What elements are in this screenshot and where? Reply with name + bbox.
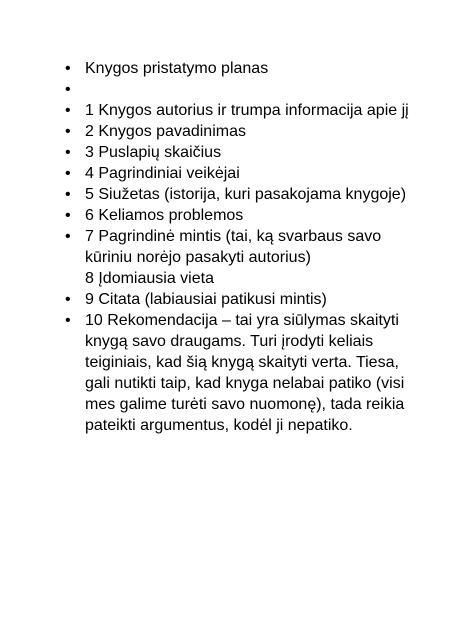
list-item-text: 4 Pagrindiniai veikėjai	[85, 165, 240, 182]
list-item-characters	[63, 163, 425, 184]
presentation-plan-list	[63, 58, 425, 436]
list-item-empty	[63, 79, 425, 100]
list-item-text: 3 Puslapių skaičius	[85, 144, 222, 161]
list-item-text: Knygos pristatymo planas	[85, 60, 269, 77]
list-item-text: 1 Knygos autorius ir trumpa informacija apie jį	[85, 102, 409, 119]
list-item-text: 2 Knygos pavadinimas	[85, 123, 246, 140]
bullet-icon: •	[65, 228, 71, 245]
list-item-text: 5 Siužetas (istorija, kuri pasakojama knygoje)	[85, 186, 407, 203]
list-item-book-title	[63, 121, 425, 142]
list-item-text: 8 Įdomiausia vieta	[85, 270, 214, 287]
list-item-recommendation	[63, 310, 425, 436]
list-item-text: 9 Citata (labiausiai patikusi mintis)	[85, 291, 327, 308]
list-item-problems	[63, 205, 425, 226]
list-item-plot	[63, 184, 425, 205]
bullet-icon: •	[65, 186, 71, 203]
list-item-text: 7 Pagrindinė mintis (tai, ką svarbaus savo kūriniu norėjo pasakyti autorius)	[85, 228, 382, 266]
list-item-author	[63, 100, 425, 121]
list-item-interesting-place	[63, 268, 425, 289]
bullet-icon: •	[65, 81, 71, 98]
bullet-icon: •	[65, 165, 71, 182]
bullet-icon: •	[65, 144, 71, 161]
list-item-quote	[63, 289, 425, 310]
list-item-text	[85, 79, 425, 100]
list-item-title	[63, 58, 425, 79]
bullet-icon: •	[65, 312, 71, 329]
list-item-text: 6 Keliamos problemos	[85, 207, 244, 224]
list-item-main-idea	[63, 226, 425, 268]
bullet-icon: •	[65, 291, 71, 308]
list-item-text: 10 Rekomendacija – tai yra siūlymas skaityti knygą savo draugams. Turi įrodyti keliais teiginiais, kad šią knygą skaityti verta. Tiesa, gali nutikti taip, kad knyga nelabai patiko (visi mes galime turėti savo nuomonę), tada reikia pateikti argumentus, kodėl ji nepatiko.	[85, 312, 405, 434]
bullet-icon: •	[65, 102, 71, 119]
bullet-icon: •	[65, 60, 71, 77]
bullet-icon: •	[65, 207, 71, 224]
bullet-icon: •	[65, 123, 71, 140]
list-item-page-count	[63, 142, 425, 163]
